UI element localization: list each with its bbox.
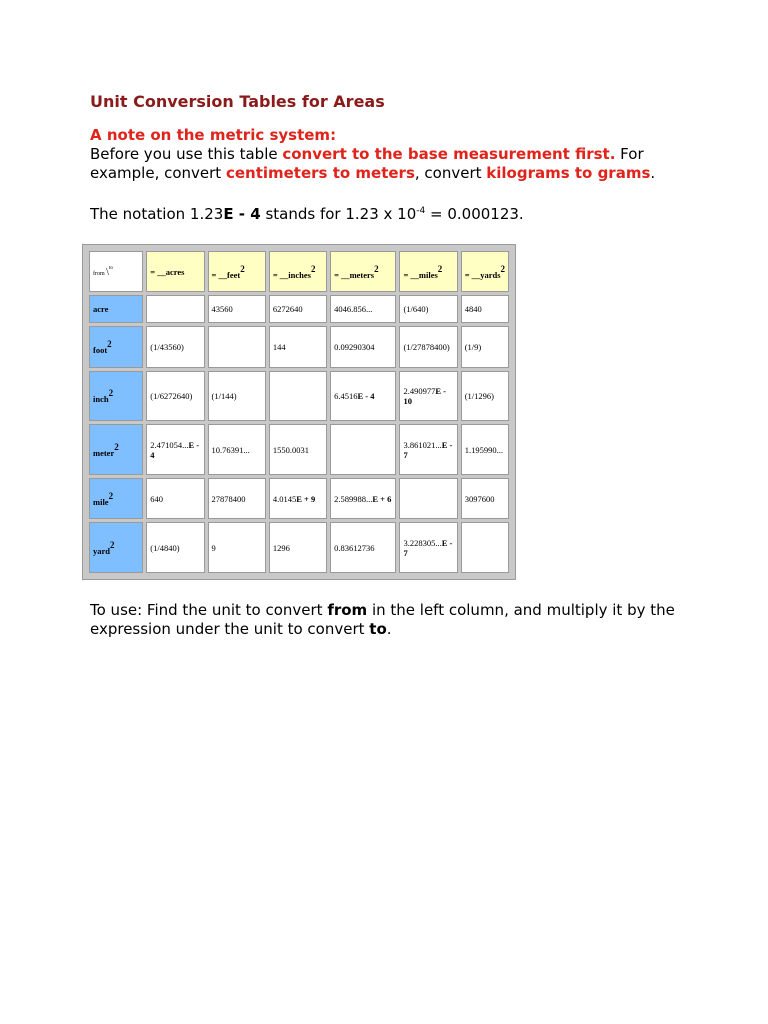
table-cell [269,424,327,475]
row-square: 2 [110,539,115,550]
table-cell [461,522,509,573]
cell-value: (1/43560) [150,341,184,352]
cell-value: (1/144) [211,390,237,401]
row-square: 2 [108,387,114,398]
header-unit: feet [227,269,241,280]
notation-line [90,202,690,224]
note-emphasis-cm-m: centimeters to meters [225,164,415,182]
table-cell [269,371,327,422]
table-cell [208,424,266,475]
header-prefix: = __ [272,269,289,280]
document-body [90,92,690,224]
table-cell [269,522,327,573]
header-prefix: = __ [464,269,481,280]
corner-backslash: \ [106,266,109,278]
row-header-inch [89,371,143,422]
cell-value: 2.471054... [150,439,189,450]
note-paragraph [90,145,690,183]
cell-exponent: E - 7 [403,439,453,460]
column-header-yards [461,251,509,292]
table-cell [269,478,327,519]
cell-value: 0.83612736 [334,542,375,553]
table-row [89,326,509,367]
header-square: 2 [500,263,505,274]
table-cell [208,326,266,367]
usage-from: from [327,601,368,619]
header-unit: inches [288,269,311,280]
table-cell [146,326,204,367]
conversion-table [86,248,512,576]
cell-value: 3.228305... [403,537,442,548]
header-unit: acres [165,266,185,277]
cell-value: 2.490977 [403,385,436,396]
cell-value: 43560 [211,304,233,315]
table-row [89,522,509,573]
cell-value: (1/1296) [464,390,494,401]
cell-value: (1/6272640) [150,390,193,401]
header-prefix: = __ [211,269,228,280]
table-row [89,371,509,422]
cell-value: 10.76391... [211,444,250,455]
note-text-1: Before you use this table [90,145,283,163]
row-square: 2 [108,490,114,501]
table-cell [146,371,204,422]
row-unit: acre [93,304,109,315]
row-header-yard [89,522,143,573]
cell-exponent: E - 10 [403,385,446,406]
table-row [89,424,509,475]
table-cell [330,478,396,519]
table-cell [146,478,204,519]
cell-exponent: E + 6 [372,493,392,504]
cell-value: 1296 [272,542,290,553]
note-emphasis-kg-g: kilograms to grams [486,164,651,182]
cell-value: 0.09290304 [334,341,375,352]
cell-value: (1/27878400) [403,341,450,352]
cell-value: 4.0145 [272,493,297,504]
row-square: 2 [107,338,112,349]
header-prefix: = __ [150,266,166,277]
table-cell [330,522,396,573]
corner-from: from [93,270,105,277]
table-cell [208,371,266,422]
table-cell [330,295,396,323]
usage-text-3: . [386,620,392,638]
header-square: 2 [374,263,379,274]
header-unit: meters [349,269,375,280]
cell-exponent: E - 7 [403,537,453,558]
cell-value: 9 [211,542,216,553]
note-text-3: , convert [414,164,487,182]
table-cell [399,371,457,422]
table-cell [208,522,266,573]
cell-value: 1.195990... [464,444,503,455]
table-cell [461,478,509,519]
row-header-mile [89,478,143,519]
column-header-inches [269,251,327,292]
usage-instructions [90,601,690,639]
cell-exponent: E - 4 [150,439,200,460]
row-unit: yard [93,545,110,556]
usage-text-1: To use: Find the unit to convert [90,601,328,619]
usage-text-2: in the left column, and multiply it by the expression under the unit to convert [90,601,675,638]
row-header-foot [89,326,143,367]
corner-to: to [108,265,113,271]
note-emphasis-base: convert to the base measurement first. [282,145,616,163]
row-unit: foot [93,344,108,355]
table-cell [146,295,204,323]
table-cell [330,326,396,367]
table-cell [146,522,204,573]
column-header-miles [399,251,457,292]
column-header-feet [208,251,266,292]
cell-exponent: E - 4 [357,390,375,401]
conversion-table-frame [82,244,516,580]
note-text-2: For example, convert [90,145,644,182]
table-cell [461,424,509,475]
table-cell [399,522,457,573]
cell-exponent: E + 9 [296,493,316,504]
cell-value: 1550.0031 [272,444,309,455]
header-prefix: = __ [334,269,350,280]
cell-value: (1/640) [403,304,429,315]
table-header-row [89,251,509,292]
page-title: Unit Conversion Tables for Areas [90,92,385,111]
cell-value: 6.4516 [334,390,358,401]
cell-value: 3097600 [464,493,495,504]
table-cell [461,371,509,422]
table-cell [461,326,509,367]
header-square: 2 [310,263,316,274]
notation-text-1: The notation 1.23 [90,205,224,223]
header-unit: yards [480,269,501,280]
note-heading: A note on the metric system: [90,126,337,144]
table-cell [208,295,266,323]
notation-text-2: stands for 1.23 x 10 [260,205,417,223]
table-cell [330,424,396,475]
row-unit: mile [93,496,109,507]
table-cell [399,478,457,519]
table-row [89,295,509,323]
cell-value: 4840 [464,304,482,315]
header-square: 2 [240,263,245,274]
table-cell [461,295,509,323]
table-cell [399,326,457,367]
cell-value: 3.861021... [403,439,442,450]
cell-value: (1/9) [464,341,482,352]
cell-value: 4046.856... [334,304,373,315]
row-square: 2 [114,441,119,452]
notation-text-3: = 0.000123. [425,205,524,223]
table-cell [330,371,396,422]
table-cell [146,424,204,475]
notation-exponent: -4 [416,206,426,216]
cell-value: 144 [272,341,286,352]
table-cell [269,326,327,367]
cell-value: 6272640 [272,304,303,315]
cell-value: 640 [150,493,164,504]
column-header-acres [146,251,204,292]
table-cell [399,424,457,475]
table-row [89,478,509,519]
table-cell [269,295,327,323]
cell-value: 2.589988... [334,493,373,504]
column-header-meters [330,251,396,292]
row-unit: inch [93,393,109,404]
cell-value: (1/4840) [150,542,180,553]
table-cell [399,295,457,323]
table-corner-cell [89,251,143,292]
note-text-4: . [650,164,656,182]
row-unit: meter [93,447,115,458]
header-prefix: = __ [403,269,419,280]
header-unit: miles [418,269,438,280]
notation-e-term: E - 4 [223,205,261,223]
header-square: 2 [437,263,443,274]
table-cell [208,478,266,519]
row-header-meter [89,424,143,475]
row-header-acre [89,295,143,323]
usage-to: to [369,620,387,638]
cell-value: 27878400 [211,493,246,504]
